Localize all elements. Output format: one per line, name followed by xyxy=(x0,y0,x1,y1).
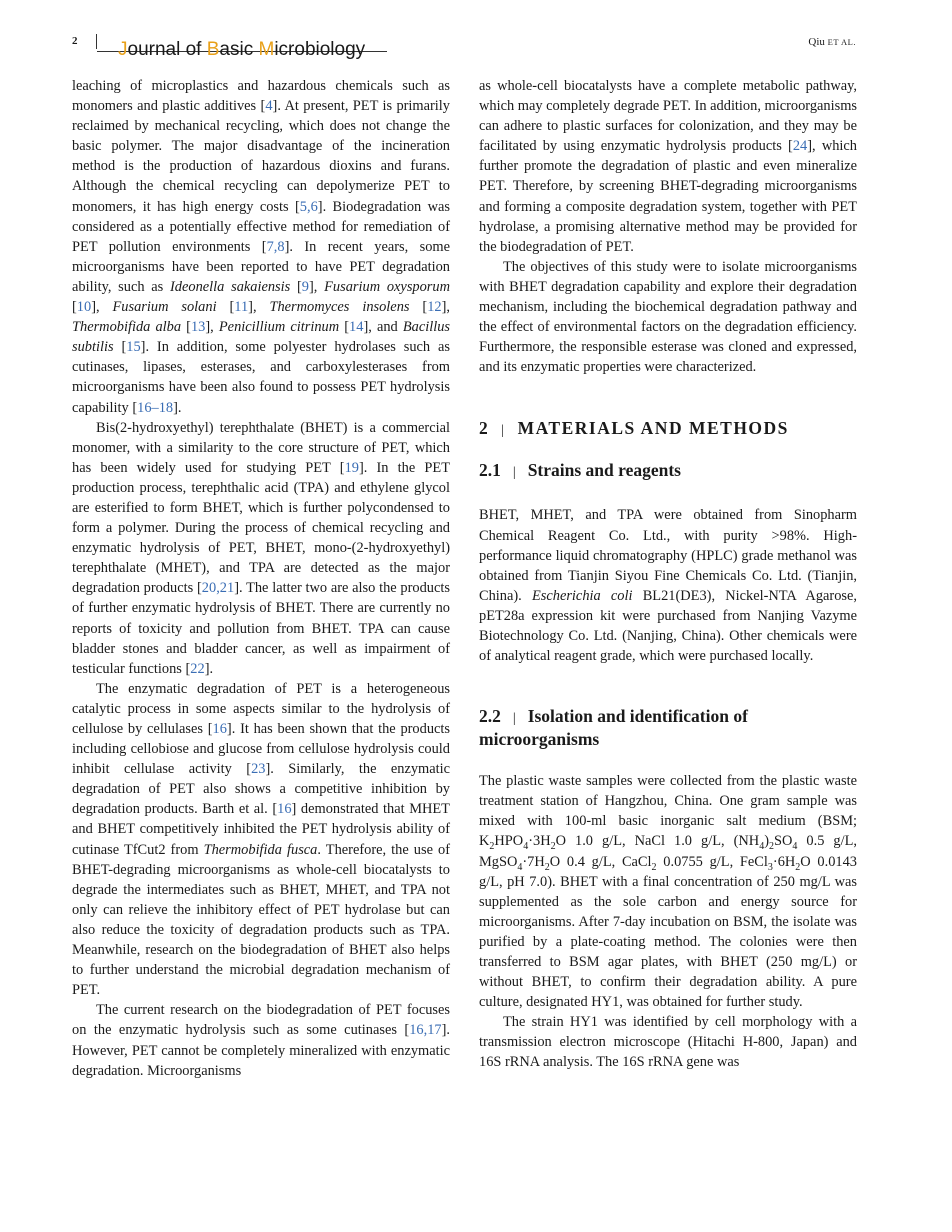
paragraph: The plastic waste samples were collected from the plastic waste treatment station of Hangzhou, China. One gram sample was mixed with 100-ml basic inorganic salt medium (BSM; $K_2HPO_4\cdot 3H_2O$ 1.0 g/L, NaCl 1.0 g/L, $(NH_4)_2SO_4$ 0.5 g/L, $MgSO_4\cdot 7H_2O$ 0.4 g/L, CaCl$_2$ 0.0755 g/L, $FeCl_3\cdot 6H_2O$ 0.0143 g/L, pH 7.0). BHET with a final concentration of 250 mg/L was supplemented as the sole carbon and energy source for microorganisms. After 7-day incubation on BSM, the isolate was purified by a plate-coating method. The colonies were then transferred to BSM agar plates, with BHET (250 mg/L) or without BHET, to confirm their degradation ability. A pure culture, designated HY1, was obtained for further study. xyxy=(479,773,857,1011)
paragraph: The strain HY1 was identified by cell morphology with a transmission electron microscope (Hitachi H-800, Japan) and 16S rRNA analysis. The 16S rRNA gene was xyxy=(479,1014,857,1071)
page-header xyxy=(0,0,952,64)
subsection-heading: 2.2 | Isolation and identification of microorganisms xyxy=(479,706,748,750)
paragraph: as whole-cell biocatalysts have a complete metabolic pathway, which may completely degrade PET. In addition, microorganisms can adhere to plastic surfaces for colonization, and they may be facilitated by using enzymatic hydrolysis products [24], which further promote the degradation of plastic and even mineralize PET. Therefore, by screening BHET-degrading microorganisms and forming a composite degradation system, together with PET hydrolase, a promising alternative method may be provided for the biodegradation of PET. xyxy=(479,78,858,255)
page-number: 2 xyxy=(72,35,78,47)
section-heading: 2 | MATERIALS AND METHODS xyxy=(479,418,789,439)
paragraph: Bis(2-hydroxyethyl) terephthalate (BHET) is a commercial monomer, with a similarity to the core structure of PET, which has been widely used for studying PET [19]. In the PET production process, terephthalic acid (TPA) and ethylene glycol are esterified to form BHET, which is further polycondensed to form a polymer. During the process of chemical recycling and enzymatic hydrolysis of PET, BHET, mono-(2-hydroxyethyl) terephthalate (MHET), and TPA are detected as the major degradation products [20,21]. The latter two are also the products of further enzymatic hydrolysis of BHET. There are currently no reports of toxicity and pollution from BHET. TPA can cause bladder stones and bladder cancer, as well as impairment of testicular functions [22]. xyxy=(72,419,451,677)
running-author: Qiu ET AL. xyxy=(808,36,856,48)
header-divider xyxy=(96,34,97,49)
paragraph: leaching of microplastics and hazardous chemicals such as monomers and plastic additives [4]. At present, PET is primarily reclaimed by mechanical recycling, which does not change the basic polymer. The major disadvantage of the incineration method is the production of hazardous dioxins and furans. Although the chemical recycling can depolymerize PET to monomers, it has high energy costs [5,6]. Biodegradation was considered as a potentially effective method for remediation of PET pollution environments [7,8]. In recent years, some microorganisms have been reported to have PET degradation ability, such as Ideonella sakaiensis [9], Fusarium oxysporum [10], Fusarium solani [11], Thermomyces insolens [12], Thermobifida alba [13], Penicillium citrinum [14], and Bacillus subtilis [15]. In addition, some polyester hydrolases such as cutinases, lipases, esterases, and carboxylesterases from microorganisms have been also found to possess PET hydrolysis capability [16–18]. xyxy=(72,78,451,416)
journal-title: Journal of Basic Microbiology xyxy=(118,39,366,60)
right-column xyxy=(479,76,857,1073)
paragraph: The enzymatic degradation of PET is a heterogeneous catalytic process in some aspects similar to the hydrolysis of cellulose by cellulases [16]. It has been shown that the products including cellobiose and glucose from cellulose hydrolysis could inhibit cellulase activity [23]. Similarly, the enzymatic degradation of PET also shows a competitive inhibition by degradation products. Barth et al. [16] demonstrated that MHET and BHET competitively inhibited the PET hydrolysis ability of cutinase TfCut2 from Thermobifida fusca. Therefore, the use of BHET-degrading microorganisms as whole-cell biocatalysts to degrade the intermediates such as BHET, MHET, and TPA not only can relieve the inhibitory effect of PET hydrolase but can also reduce the toxicity of degradation products such as TPA. Meanwhile, research on the biodegradation of BHET also helps to further understand the microbial degradation mechanism of PET. xyxy=(72,680,451,999)
left-column xyxy=(72,76,450,1081)
subsection-heading: 2.1 | Strains and reagents xyxy=(479,460,681,481)
paragraph: The current research on the biodegradation of PET focuses on the enzymatic hydrolysis such as some cutinases [16,17]. However, PET cannot be completely mineralized with enzymatic degradation. Microorganisms xyxy=(72,1002,450,1079)
paragraph: The objectives of this study were to isolate microorganisms with BHET degradation capability and explore their degradation mechanism, including the biochemical degradation pathway and the effect of environmental factors on the degradation efficiency. Furthermore, the responsible esterase was cloned and expressed, and its enzymatic properties were characterized. xyxy=(479,258,857,376)
paragraph: BHET, MHET, and TPA were obtained from Sinopharm Chemical Reagent Co. Ltd., with purity >98%. High-performance liquid chromatography (HPLC) grade methanol was obtained from Tianjin Siyou Fine Chemicals Co. Ltd. (Tianjin, China). Escherichia coli BL21(DE3), Nickel-NTA Agarose, pET28a expression kit were purchased from Nanjing Vazyme Biotechnology Co. Ltd. (Nanjing, China). Other chemicals were of analytical reagent grade, which were purchased locally. xyxy=(479,507,857,665)
